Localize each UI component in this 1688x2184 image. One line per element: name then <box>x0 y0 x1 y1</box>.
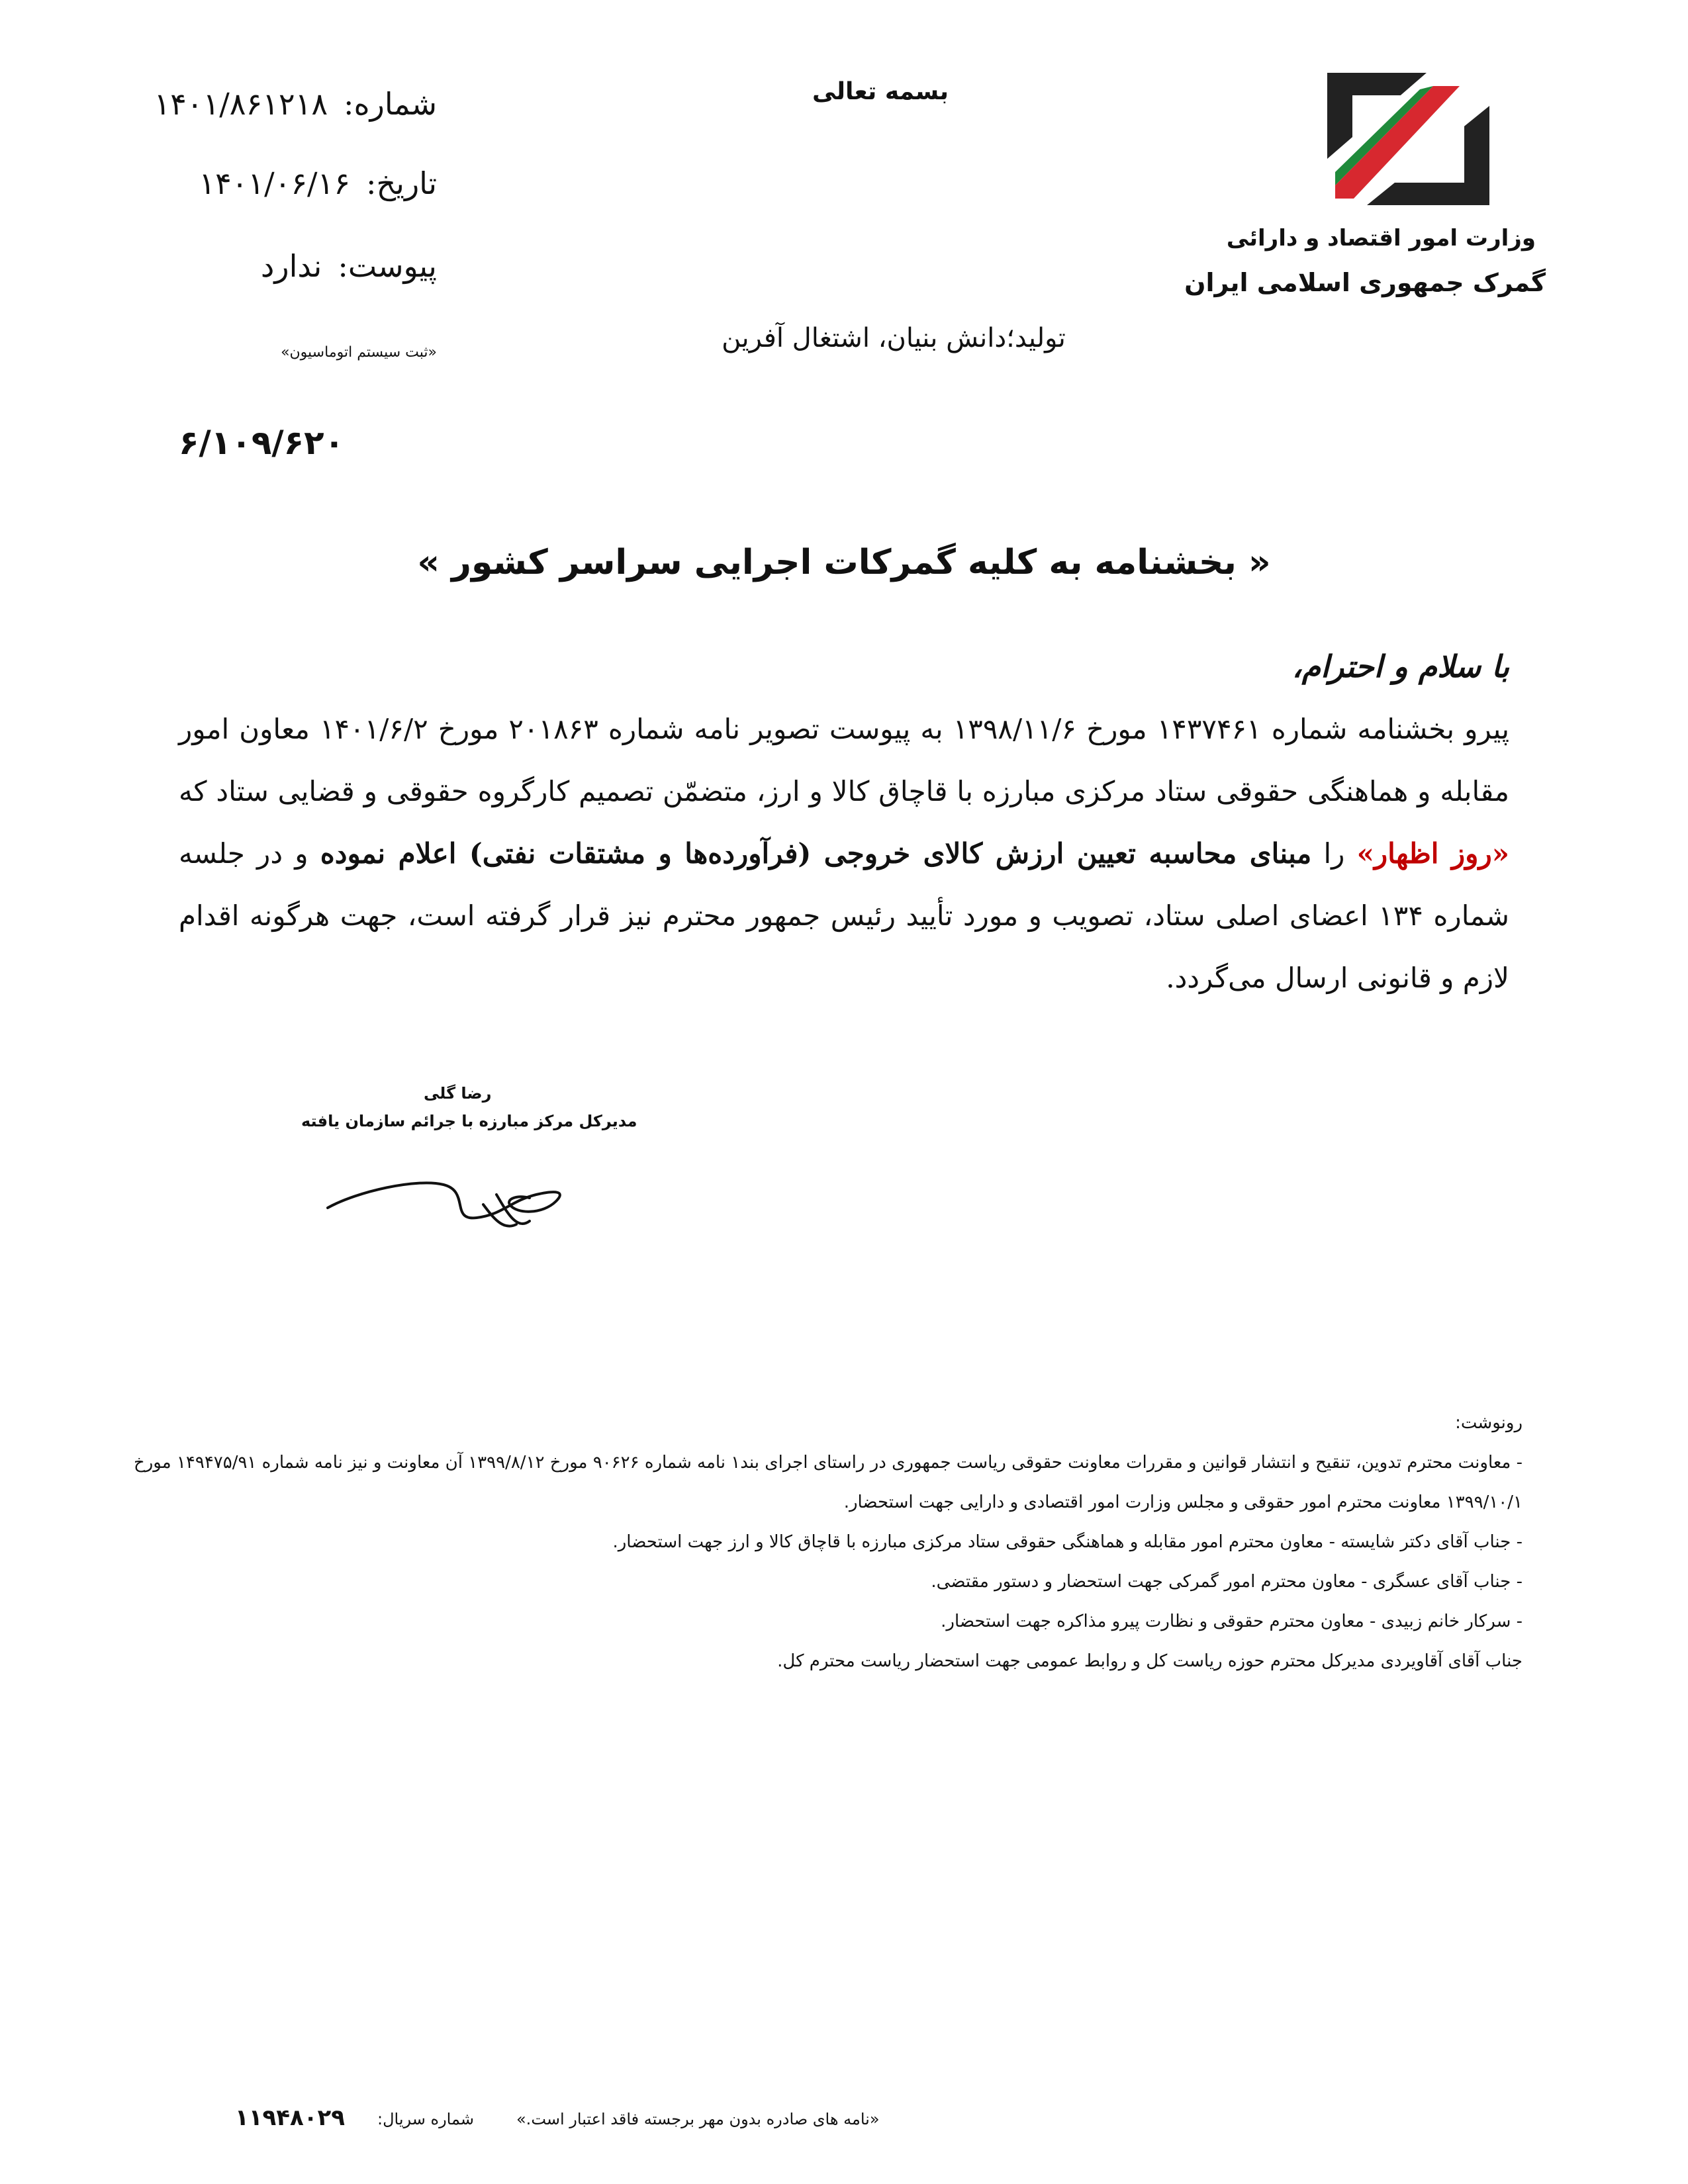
cc-label: رونوشت: <box>1455 1413 1523 1433</box>
org-customs: گمرک جمهوری اسلامی ایران <box>1184 268 1546 297</box>
cc-item: ۱۳۹۹/۱۰/۱ معاونت محترم امور حقوقی و مجلس وزارت امور اقتصادی و دارایی جهت استحضار. <box>843 1492 1523 1512</box>
cc-list <box>133 1403 1523 1681</box>
greeting: با سلام و احترام، <box>1291 649 1509 684</box>
date-label: تاریخ: <box>365 165 437 201</box>
cc-item: - جناب آقای دکتر شایسته - معاون محترم امور مقابله و هماهنگی حقوقی ستاد مرکزی مبارزه با قاچاق کالا و ارز جهت استحضار. <box>612 1532 1523 1552</box>
body-paragraph <box>179 698 1509 1009</box>
cc-item: - معاونت محترم تدوین، تنقیح و انتشار قوانین و مقررات معاونت حقوقی ریاست جمهوری در راستای اجرای بند۱ نامه شماره ۹۰۶۲۶ مورخ ۱۳۹۹/۸/۱۲ آن معاونت و نیز نامه شماره ۱۴۹۴۷۵/۹۱ مورخ <box>133 1453 1523 1473</box>
number-label: شماره: <box>344 86 437 122</box>
cc-item: - جناب آقای عسگری - معاون محترم امور گمرکی جهت استحضار و دستور مقتضی. <box>931 1572 1523 1592</box>
body-part-2: را <box>1323 837 1345 870</box>
letter-number <box>106 86 437 122</box>
handwritten-signature-icon <box>318 1138 583 1238</box>
customs-logo-icon <box>1327 73 1489 205</box>
body-bold: مبنای محاسبه تعیین ارزش کالای خروجی (فرآورده‌ها و مشتقات نفتی) اعلام نموده <box>320 837 1312 870</box>
motto: تولید؛دانش بنیان، اشتغال آفرین <box>722 323 1066 353</box>
serial-value: ۱۱۹۴۸۰۲۹ <box>235 2105 346 2131</box>
footer-note: «نامه های صادره بدون مهر برجسته فاقد اعتبار است.» <box>516 2110 880 2128</box>
body-part-1: پیرو بخشنامه شماره ۱۴۳۷۴۶۱ مورخ ۱۳۹۸/۱۱/۶ به پیوست تصویر نامه شماره ۲۰۱۸۶۳ مورخ ۱۴۰۱/۶/۲ معاون امور مقابله و هماهنگی حقوقی ستاد مرکزی مبارزه با قاچاق کالا و ارز، متضمّن تصمیم کارگروه حقوقی و قضایی ستاد که <box>179 713 1510 807</box>
letter-code: ۶/۱۰۹/۶۲۰ <box>179 424 345 462</box>
org-ministry: وزارت امور اقتصاد و دارائی <box>1226 225 1536 251</box>
cc-item: جناب آقای آقاویردی مدیرکل محترم حوزه ریاست کل و روابط عمومی جهت استحضار ریاست محترم کل. <box>777 1651 1523 1671</box>
serial-label: شماره سریال: <box>377 2110 474 2128</box>
letter-attachment <box>106 248 437 284</box>
signer-title: مدیرکل مرکز مبارزه با جرائم سازمان یافته <box>301 1112 637 1130</box>
circular-title: « بخشنامه به کلیه گمرکات اجرایی سراسر کشور » <box>417 543 1271 582</box>
body-highlight: «روز اظهار» <box>1356 837 1509 870</box>
attachment-value: ندارد <box>260 248 322 284</box>
letter-date <box>106 165 437 201</box>
date-value: ۱۴۰۱/۰۶/۱۶ <box>199 165 350 201</box>
signer-name: رضا گلی <box>424 1084 492 1103</box>
body-part-3: و در جلسه شماره ۱۳۴ اعضای اصلی ستاد، تصویب و مورد تأیید رئیس جمهور محترم نیز قرار گرفته است، جهت هرگونه اقدام لازم و قانونی ارسال می‌گردد. <box>179 837 1509 994</box>
system-note: «ثبت سیستم اتوماسیون» <box>281 344 437 361</box>
bismillah: بسمه تعالی <box>812 78 949 105</box>
number-value: ۱۴۰۱/۸۶۱۲۱۸ <box>154 86 328 122</box>
attachment-label: پیوست: <box>338 248 437 284</box>
cc-item: - سرکار خانم زبیدی - معاون محترم حقوقی و نظارت پیرو مذاکره جهت استحضار. <box>941 1612 1523 1631</box>
